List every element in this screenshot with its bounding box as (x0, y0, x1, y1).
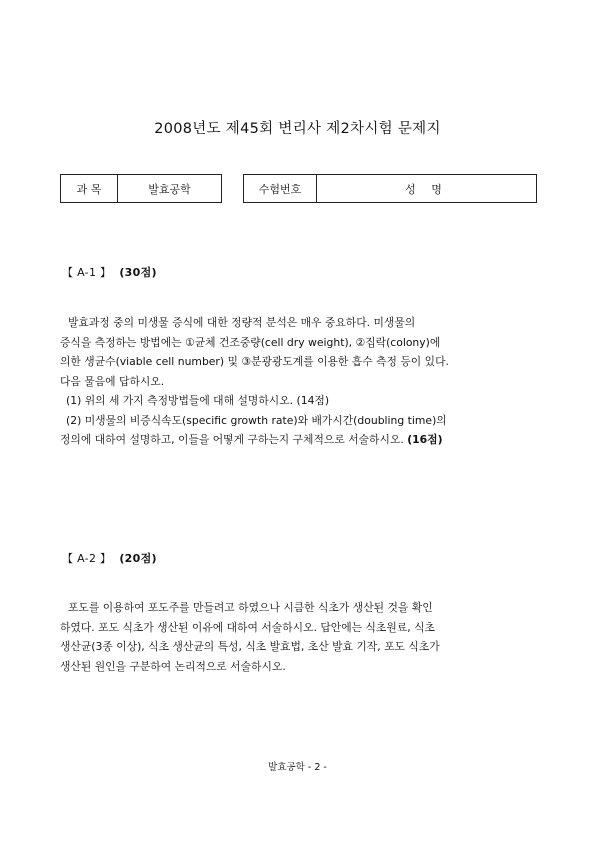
subject-box (60, 174, 222, 203)
question-a1-sub2: (2) 미생물의 비증식속도(specific growth rate)와 배가시간(doubling time)의 (66, 413, 447, 427)
question-a1-heading (62, 264, 157, 280)
subject-label: 과 목 (61, 175, 118, 202)
question-a1-sub2-text: 정의에 대하여 설명하고, 이들을 어떻게 구하는지 구체적으로 서술하시오. (60, 433, 404, 446)
subject-value: 발효공학 (148, 182, 191, 196)
question-a1-points: (30점) (119, 266, 157, 279)
page-footer: 발효공학 - 2 - (268, 762, 327, 773)
question-a2-label: 【 A-2 】 (62, 552, 112, 565)
exam-number-label: 수험번호 (244, 175, 317, 202)
question-a1-line: 발효과정 중의 미생물 증식에 대한 정량적 분석은 매우 중요하다. 미생물의 (68, 316, 416, 329)
question-a1-sub1: (1) 위의 세 가지 측정방법들에 대해 설명하시오. (14점) (66, 394, 330, 407)
question-a1-line: 다음 물음에 답하시오. (60, 374, 165, 388)
question-a2-line: 생산된 원인을 구분하여 논리적으로 서술하시오. (60, 659, 286, 673)
question-a1-sub2-points: (16점) (407, 433, 443, 446)
question-a2-line: 포도를 이용하여 포도주를 만들려고 하였으나 시큼한 식초가 생산된 것을 확인 (68, 601, 433, 614)
question-a1-line: 증식을 측정하는 방법에는 ①균체 건조중량(cell dry weight), ②집락(colony)에 (60, 335, 441, 349)
question-a2-line: 생산균(3종 이상), 식초 생산균의 특성, 식초 발효법, 초산 발효 기작, 포도 식초가 (60, 640, 440, 653)
name-label: 성 명 (405, 182, 448, 196)
question-a2-heading (62, 550, 157, 566)
question-a1-line: 의한 생균수(viable cell number) 및 ③분광광도계를 이용한 흡수 측정 등이 있다. (60, 355, 449, 368)
question-a2-points: (20점) (119, 552, 157, 565)
question-a2-line: 하였다. 포도 식초가 생산된 이유에 대하여 서술하시오. 답안에는 식초원료, 식초 (60, 620, 435, 634)
question-a1-body (60, 313, 538, 450)
question-a1-sub2-cont (60, 430, 538, 450)
question-a2-body (60, 598, 538, 676)
question-a1-label: 【 A-1 】 (62, 266, 112, 279)
candidate-box (243, 174, 537, 203)
page-title: 2008년도 제45회 변리사 제2차시험 문제지 (154, 121, 441, 137)
